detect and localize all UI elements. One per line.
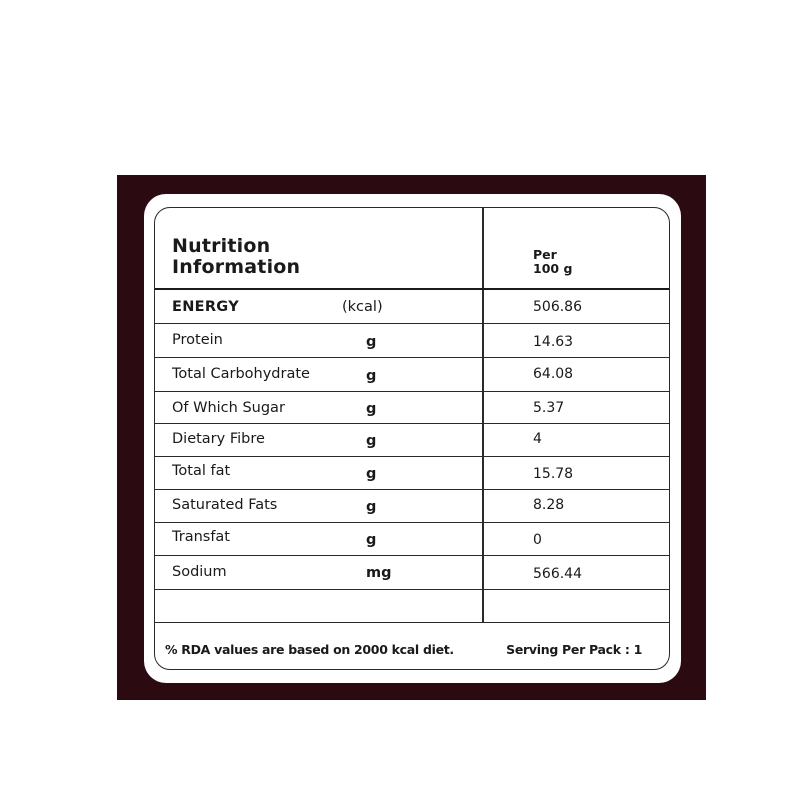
nutrient-unit: g <box>366 499 377 515</box>
table-row-empty <box>155 590 669 623</box>
table-row <box>155 556 669 590</box>
nutrition-table <box>154 207 670 670</box>
nutrient-unit: g <box>366 368 377 384</box>
nutrient-unit: (kcal) <box>342 299 383 315</box>
label-background <box>117 175 706 700</box>
table-row <box>155 457 669 490</box>
nutrient-value: 5.37 <box>533 400 565 416</box>
nutrient-value: 506.86 <box>533 299 582 315</box>
nutrient-name: Transfat <box>172 529 230 545</box>
nutrient-value: 0 <box>533 532 542 548</box>
rda-note: % RDA values are based on 2000 kcal diet. <box>165 642 454 657</box>
nutrient-unit: g <box>366 532 377 548</box>
nutrient-unit: g <box>366 401 377 417</box>
serving-per-pack: Serving Per Pack : 1 <box>506 642 642 657</box>
nutrient-name: Total fat <box>172 463 231 479</box>
nutrient-value: 14.63 <box>533 334 574 350</box>
nutrient-name: Sodium <box>172 564 227 580</box>
nutrient-unit: g <box>366 433 377 449</box>
nutrition-card <box>144 194 681 683</box>
nutrient-name: Of Which Sugar <box>172 400 285 416</box>
nutrient-value: 64.08 <box>533 366 574 382</box>
table-row <box>155 392 669 424</box>
nutrient-unit: g <box>366 334 377 350</box>
nutrient-value: 4 <box>533 431 542 447</box>
title-line-2: Information <box>172 256 301 278</box>
title-line-1: Nutrition <box>172 235 271 257</box>
table-row <box>155 358 669 392</box>
table-row <box>155 490 669 523</box>
table-row <box>155 523 669 556</box>
nutrient-name: Total Carbohydrate <box>172 366 310 382</box>
table-row <box>155 290 669 324</box>
nutrient-name: ENERGY <box>172 299 239 315</box>
nutrient-value: 15.78 <box>533 466 574 482</box>
nutrient-name: Saturated Fats <box>172 497 278 513</box>
nutrient-value: 8.28 <box>533 497 565 513</box>
per-line-2: 100 g <box>533 261 573 276</box>
per-line-1: Per <box>533 247 557 262</box>
nutrient-name: Protein <box>172 332 223 348</box>
table-row <box>155 324 669 358</box>
nutrient-unit: mg <box>366 565 392 581</box>
nutrient-unit: g <box>366 466 377 482</box>
table-title <box>172 236 300 278</box>
nutrient-value: 566.44 <box>533 566 582 582</box>
per-100g-header <box>533 248 572 276</box>
nutrient-name: Dietary Fibre <box>172 431 265 447</box>
table-row <box>155 424 669 457</box>
table-header <box>155 208 669 290</box>
